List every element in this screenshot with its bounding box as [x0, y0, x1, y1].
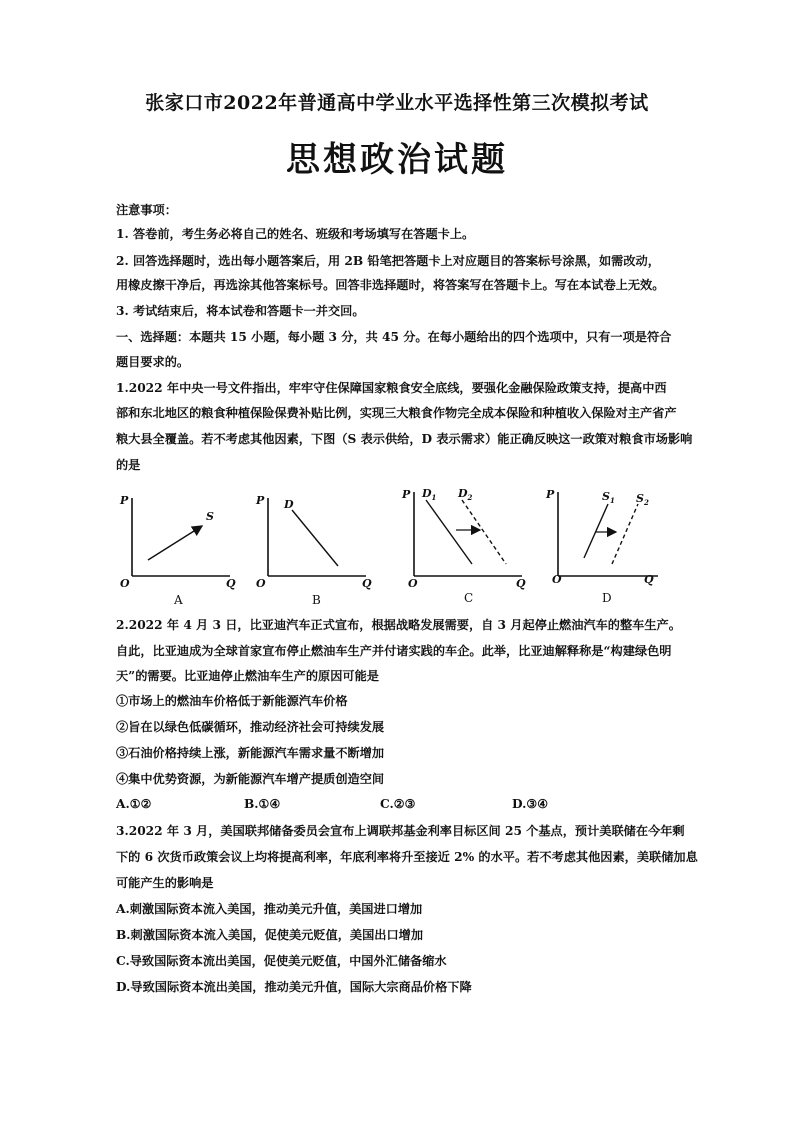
question-2-option-d[interactable]: D.③④ [512, 797, 549, 811]
graph-d [544, 484, 674, 612]
axis-q-label: Q [516, 577, 526, 590]
demand-line-d1 [426, 500, 472, 564]
axis-q-label: Q [362, 577, 372, 590]
note-item: 1. 答卷前，考生务必将自己的姓名、班级和考场填写在答题卡上。 [116, 227, 475, 241]
question-2-statement: ①市场上的燃油车价格低于新能源汽车价格 [116, 694, 348, 708]
axis-q-label: Q [226, 577, 236, 590]
origin-label: O [552, 573, 562, 586]
question-2-option-a[interactable]: A.①② [116, 797, 152, 811]
question-2-text: 自此，比亚迪成为全球首家宣布停止燃油车生产并付诸实践的车企。此举，比亚迪解释称是“构建绿色明 [116, 644, 672, 658]
question-1-text: 1.2022 年中央一号文件指出，牢牢守住保障国家粮食安全底线，要强化金融保险政策支持，提高中西 [116, 381, 667, 395]
axis-p-label: P [256, 494, 265, 507]
graph-caption-c: C [464, 591, 474, 605]
graph-caption-b: B [312, 593, 321, 607]
notes-heading: 注意事项： [116, 203, 177, 217]
supply-line-s2 [612, 504, 638, 564]
supply-line-s1 [584, 504, 608, 558]
supply-arrow [148, 526, 202, 560]
demand-line-d2 [462, 500, 506, 564]
question-2-option-b[interactable]: B.①④ [244, 797, 281, 811]
demand-line [292, 510, 338, 566]
question-3-option-a[interactable]: A.刺激国际资本流入美国，推动美元升值，美国进口增加 [116, 902, 423, 916]
question-1-text: 的是 [116, 458, 141, 472]
paper-title: 思想政治试题 [286, 140, 508, 180]
curve-label-s2: $S_2$ [636, 492, 649, 507]
question-2-text: 2.2022 年 4 月 3 日，比亚迪汽车正式宣布，根据战略发展需要，自 3 月起停止燃油汽车的整车生产。 [116, 618, 681, 632]
question-3-option-b[interactable]: B.刺激国际资本流入美国，促使美元贬值，美国出口增加 [116, 928, 424, 942]
question-3-option-c[interactable]: C.导致国际资本流出美国，促使美元贬值，中国外汇储备缩水 [116, 954, 447, 968]
question-2-option-c[interactable]: C.②③ [380, 797, 416, 811]
section-heading-cont: 题目要求的。 [116, 355, 190, 369]
question-3-text: 下的 6 次货币政策会议上均将提高利率，年底利率将升至接近 2% 的水平。若不考虑其他因素，美联储加息 [116, 850, 698, 864]
graph-b [254, 488, 374, 612]
origin-label: O [256, 577, 266, 590]
note-item: 2. 回答选择题时，选出每小题答案后，用 2B 铅笔把答题卡上对应题目的答案标号涂黑，如需改动， [116, 254, 660, 268]
axis-q-label: Q [644, 573, 654, 586]
question-3-option-d[interactable]: D.导致国际资本流出美国，推动美元升值，国际大宗商品价格下降 [116, 980, 472, 994]
graph-a [118, 488, 238, 612]
section-heading: 一、选择题：本题共 15 小题，每小题 3 分，共 45 分。在每小题给出的四个选项中，只有一项是符合 [116, 330, 672, 344]
graph-caption-d: D [602, 591, 612, 605]
origin-label: O [120, 577, 130, 590]
curve-label-d2: $D_2$ [458, 487, 473, 502]
axis-p-label: P [402, 488, 411, 501]
question-1-text: 部和东北地区的粮食种植保险保费补贴比例，实现三大粮食作物完全成本保险和种植收入保险对主产省产 [116, 406, 677, 420]
exam-title: 张家口市2022年普通高中学业水平选择性第三次模拟考试 [145, 92, 649, 114]
curve-label-d1: $D_1$ [422, 487, 437, 502]
axis-p-label: P [120, 494, 129, 507]
question-2-statement: ②旨在以绿色低碳循环，推动经济社会可持续发展 [116, 720, 385, 734]
curve-label-s: S [206, 510, 214, 523]
origin-label: O [408, 577, 418, 590]
graph-c [400, 484, 530, 612]
question-2-statement: ④集中优势资源，为新能源汽车增产提质创造空间 [116, 772, 385, 786]
note-item: 用橡皮擦干净后，再选涂其他答案标号。回答非选择题时，将答案写在答题卡上。写在本试卷上无效。 [116, 278, 665, 292]
question-1-text: 粮大县全覆盖。若不考虑其他因素，下图（S 表示供给，D 表示需求）能正确反映这一政策对粮食市场影响 [116, 432, 693, 446]
question-3-text: 3.2022 年 3 月，美国联邦储备委员会宣布上调联邦基金利率目标区间 25 个基点，预计美联储在今年剩 [116, 824, 685, 838]
note-item: 3. 考试结束后，将本试卷和答题卡一并交回。 [116, 304, 365, 318]
question-2-text: 天”的需要。比亚迪停止燃油车生产的原因可能是 [116, 669, 379, 683]
curve-label-s1: $S_1$ [602, 490, 615, 505]
graph-caption-a: A [174, 593, 183, 607]
question-3-text: 可能产生的影响是 [116, 876, 214, 890]
axis-p-label: P [546, 488, 555, 501]
curve-label-d: D [284, 498, 294, 511]
question-2-statement: ③石油价格持续上涨，新能源汽车需求量不断增加 [116, 746, 385, 760]
